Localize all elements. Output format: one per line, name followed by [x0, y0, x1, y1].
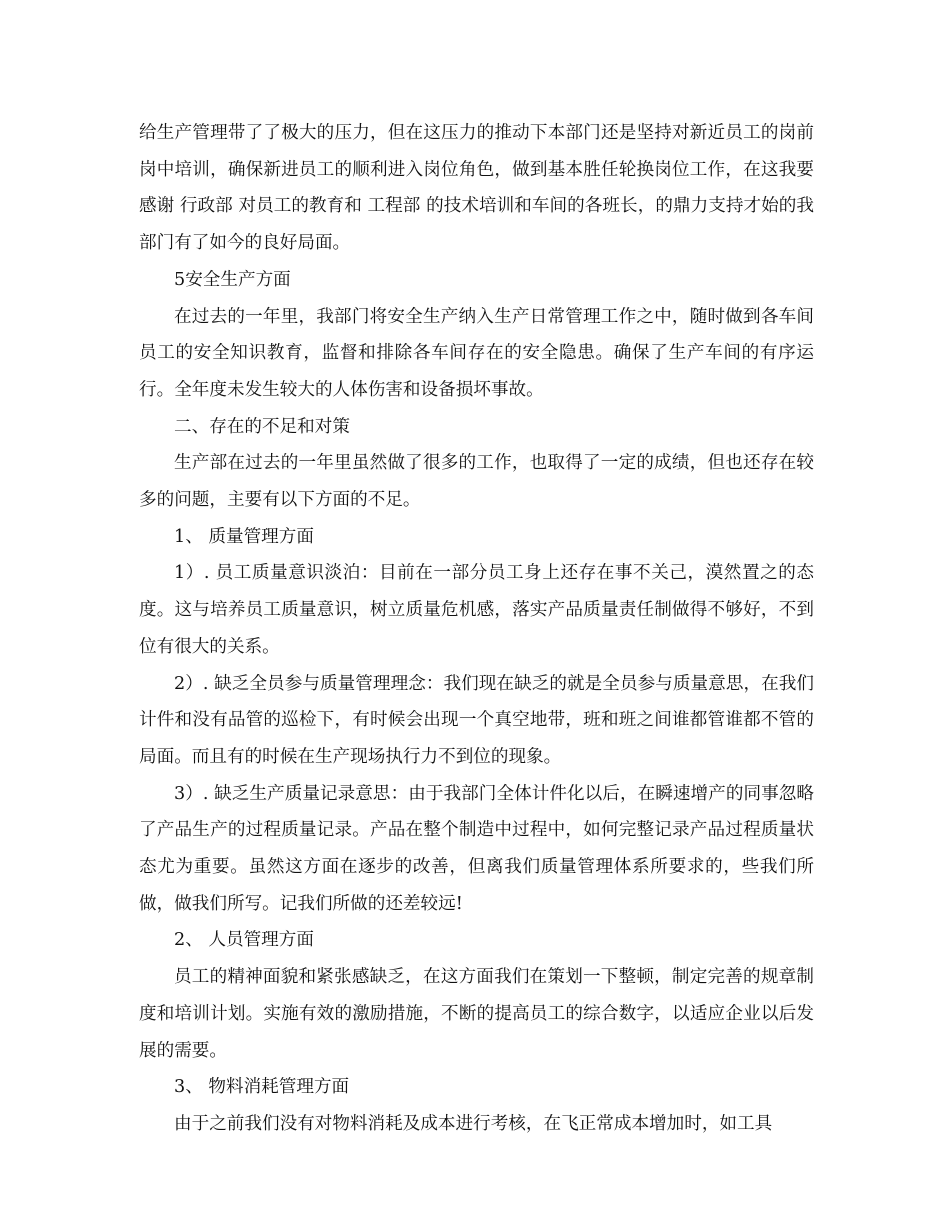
- paragraph: 5安全生产方面: [174, 269, 291, 290]
- paragraph: 生产部在过去的一年里虽然做了很多的工作，也取得了一定的成绩，但也还存在较多的问题，主要有以下方面的不足。: [139, 453, 814, 511]
- paragraph: 2）. 缺乏全员参与质量管理理念：我们现在缺乏的就是全员参与质量意思，在我们计件和没有品管的巡检下，有时候会出现一个真空地带，班和班之间谁都管谁都不管的局面。而且有的时候在生产现场执行力不到位的现象。: [139, 673, 814, 767]
- paragraph: 在过去的一年里，我部门将安全生产纳入生产日常管理工作之中，随时做到各车间员工的安全知识教育，监督和排除各车间存在的安全隐患。确保了生产车间的有序运行。全年度未发生较大的人体伤害和设备损坏事故。: [139, 306, 814, 400]
- paragraph: 1、 质量管理方面: [174, 526, 314, 547]
- paragraph: 给生产管理带了了极大的压力，但在这压力的推动下本部门还是坚持对新近员工的岗前岗中培训，确保新进员工的顺利进入岗位角色，做到基本胜任轮换岗位工作，在这我要感谢 行政部 对员工的教育和 工程部 的技术培训和车间的各班长，的鼎力支持才始的我部门有了如今的良好局面。: [139, 123, 814, 254]
- document-body: [139, 115, 814, 1143]
- paragraph: 3、 物料消耗管理方面: [174, 1077, 350, 1098]
- paragraph: 员工的精神面貌和紧张感缺乏，在这方面我们在策划一下整顿，制定完善的规章制度和培训计划。实施有效的激励措施，不断的提高员工的综合数字，以适应企业以后发展的需要。: [139, 967, 814, 1061]
- paragraph: 3）. 缺乏生产质量记录意思：由于我部门全体计件化以后，在瞬速增产的同事忽略了产品生产的过程质量记录。产品在整个制造中过程中，如何完整记录产品过程质量状态尤为重要。虽然这方面在逐步的改善，但离我们质量管理体系所要求的，些我们所做，做我们所写。记我们所做的还差较远!: [139, 783, 814, 914]
- paragraph: 二、存在的不足和对策: [174, 416, 350, 437]
- paragraph: 2、 人员管理方面: [174, 930, 314, 951]
- paragraph: 1）. 员工质量意识淡泊：目前在一部分员工身上还存在事不关己，漠然置之的态度。这与培养员工质量意识，树立质量危机感，落实产品质量责任制做得不够好，不到位有很大的关系。: [139, 563, 814, 657]
- paragraph: 由于之前我们没有对物料消耗及成本进行考核，在飞正常成本增加时，如工具: [174, 1113, 773, 1134]
